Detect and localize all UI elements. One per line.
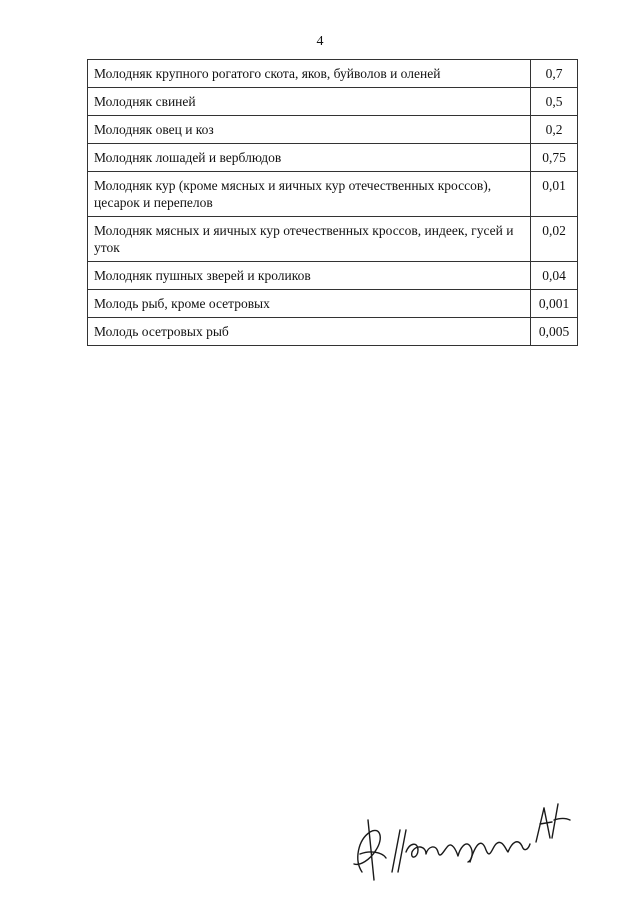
table-row (88, 144, 578, 172)
row-name: Молодняк свиней (88, 88, 531, 116)
table-row (88, 60, 578, 88)
table-row (88, 116, 578, 144)
row-name: Молодняк лошадей и верблюдов (88, 144, 531, 172)
row-name: Молодняк крупного рогатого скота, яков, буйволов и оленей (88, 60, 531, 88)
row-name: Молодняк мясных и яичных кур отечественных кроссов, индеек, гусей и уток (88, 217, 531, 262)
row-name: Молодняк овец и коз (88, 116, 531, 144)
table-row (88, 88, 578, 116)
row-name: Молодь осетровых рыб (88, 318, 531, 346)
table-row (88, 217, 578, 262)
page-number: 4 (316, 34, 324, 49)
table-row (88, 262, 578, 290)
row-name: Молодь рыб, кроме осетровых (88, 290, 531, 318)
handwritten-signature (340, 780, 580, 890)
table-row (88, 290, 578, 318)
table-row (88, 318, 578, 346)
row-value: 0,001 (531, 290, 578, 318)
row-value: 0,5 (531, 88, 578, 116)
row-value: 0,75 (531, 144, 578, 172)
table-row (88, 172, 578, 217)
row-value: 0,7 (531, 60, 578, 88)
row-value: 0,005 (531, 318, 578, 346)
row-name: Молодняк пушных зверей и кроликов (88, 262, 531, 290)
row-name: Молодняк кур (кроме мясных и яичных кур отечественных кроссов), цесарок и перепелов (88, 172, 531, 217)
row-value: 0,2 (531, 116, 578, 144)
row-value: 0,01 (531, 172, 578, 217)
row-value: 0,02 (531, 217, 578, 262)
row-value: 0,04 (531, 262, 578, 290)
norms-table (87, 59, 578, 346)
